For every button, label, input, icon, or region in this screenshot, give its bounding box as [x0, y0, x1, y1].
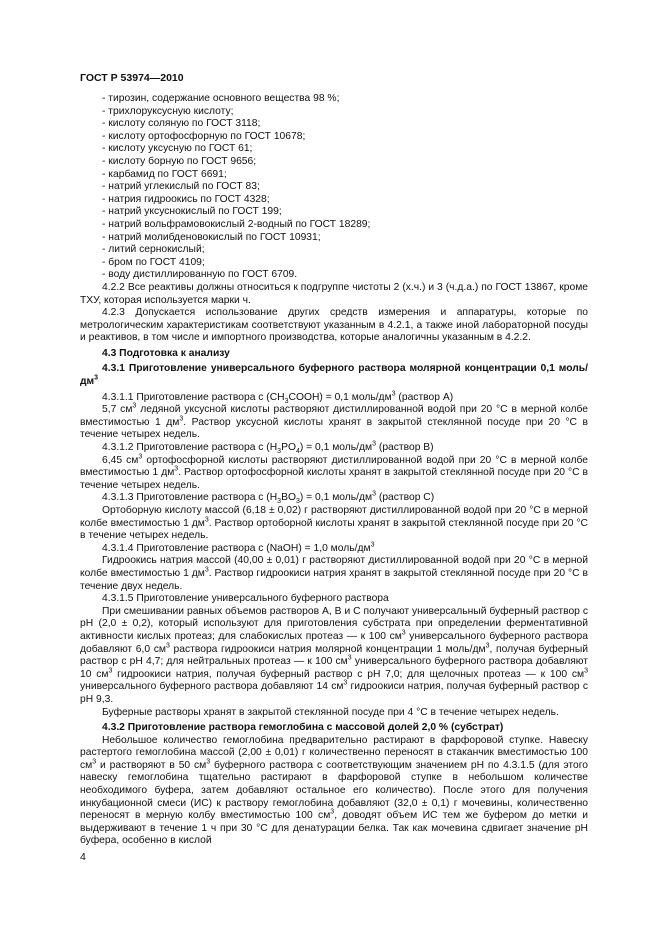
paragraph-4-3-1-2: 6,45 $см^3$ ортофосфорной кислоты растворяют дистиллированной водой при 20 °С в мерной колбе вместимостью 1 $дм^3$. Раствор ортофосфорной кислоты хранят в закрытой стеклянной посуде при 20 °С в течение четырех недель.: [80, 453, 588, 491]
paragraph-4-3-1-1: 5,7 $см^3$ ледяной уксусной кислоты растворяют дистиллированной водой при 20 °С в мерной колбе вместимостью 1 $дм^3$. Раствор уксусной кислоты хранят в закрытой стеклянной посуде при 20 °С в течение четырех недель.: [80, 402, 588, 441]
subsection-heading-4-3-2: 4.3.2 Приготовление раствора гемоглобина с массовой долей 2,0 % (субстрат): [102, 722, 504, 734]
paragraph-4-3-1-3: Ортоборную кислоту массой (6,18 ± 0,02) г растворяют дистиллированной водой при 20 °С в мерной колбе вместимостью 1 $дм^3$. Раствор ортоборной кислоты хранят в закрытой стеклянной посуде при 20 °С в течение четырех недель.: [80, 505, 588, 542]
list-item: - литий сернокислый;: [102, 244, 205, 256]
list-item: - воду дистиллированную по ГОСТ 6709.: [102, 269, 298, 281]
document-header: ГОСТ Р 53974—2010: [80, 72, 184, 84]
paragraph-4-3-1-5: При смешивании равных объемов растворов А, В и С получают универсальный буферный раствор с рН (2,0 ± 0,2), который используют для приготовления субстрата при определении ферментативной активности кислых протеаз; для слабокислых протеаз — к 100 $см^3$ универсального буферного раствора добавляют 6,0 $см^3$ раствора гидроокиси натрия молярной концентрации 1 моль/$дм^3$, получая буферный раствор с рН 4,7; для нейтральных протеаз — к 100 $см^3$ универсального буферного раствора добавляют 10 $см^3$ гидроокиси натрия, получая буферный раствор с рН 7,0; для щелочных протеаз — к 100 $см^3$ универсального буферного раствора добавляют 14 $см^3$ гидроокиси натрия, получая буферный раствор с рН 9,3.: [80, 605, 589, 705]
paragraph-4-3-1-4: Гидроокись натрия массой (40,00 ± 0,01) г растворяют дистиллированной водой при 20 °С в мерной колбе вместимостью 1 $дм^3$. Раствор гидроокиси натрия хранят в закрытой стеклянной посуде при 20 °С в течение двух недель.: [80, 555, 588, 592]
paragraph-4-3-2: Небольшое количество гемоглобина предварительно растирают в фарфоровой ступке. Навеску растертого гемоглобина массой (2,00 ± 0,01) г количественно переносят в стаканчик вместимостью 100 $см^3$ и растворяют в 50 $см^3$ буферного раствора с соответствующим значением рН по 4.3.1.5 (для этого навеску гемоглобина тщательно растирают в фарфоровой ступке в небольшом количестве необходимого буфера, затем добавляют остальное его количество). После этого для получения инкубационной смеси (ИС) к раствору гемоглобина добавляют (32,0 ± 0,1) г мочевины, количественно переносят в мерную колбу вместимостью 100 $см^3$, доводят объем ИС тем же буфером до метки и выдерживают в течение 1 ч при 30 °С для денатурации белка. Так как мочевина сдвигает значение рН буфера, особенно в кислой: [80, 734, 588, 847]
page-number: 4: [80, 851, 86, 863]
subsection-heading-4-3-1-3: 4.3.1.3 Приготовление раствора с $(H_3BO_3) = 0,1$ моль/$дм^3$ (раствор С): [102, 490, 435, 506]
list-item: - трихлоруксусную кислоту;: [102, 105, 234, 117]
paragraph-4-2-2: 4.2.2 Все реактивы должны относиться к подгруппе чистоты 2 (х.ч.) и 3 (ч.д.а.) по ГОСТ 13867, кроме ТХУ, которая используется марки ч.: [80, 281, 588, 306]
subsection-heading-4-3-1-5: 4.3.1.5 Приготовление универсального буферного раствора: [102, 593, 389, 605]
list-item: - карбамид по ГОСТ 6691;: [102, 168, 227, 180]
subsection-heading-4-3-1: 4.3.1 Приготовление универсального буферного раствора молярной концентрации 0,1 моль/$дм^3$: [80, 363, 588, 388]
paragraph-4-2-3: 4.2.3 Допускается использование других средств измерения и аппаратуры, которые по метрологическим характеристикам соответствуют указанным в 4.2.1, а также иной лабораторной посуды и реактивов, в том числе и импортного производства, которые аналогичны указанным в 4.2.2.: [80, 307, 588, 344]
section-heading-4-3: 4.3 Подготовка к анализу: [102, 347, 230, 359]
subsection-heading-4-3-1-1: 4.3.1.1 Приготовление раствора с $(CH_3COOH) = 0,1$ моль/$дм^3$ (раствор А): [102, 390, 454, 405]
list-item: - натрий углекислый по ГОСТ 83;: [102, 181, 260, 193]
list-item: - натрий молибденовокислый по ГОСТ 10931;: [102, 231, 321, 243]
list-item: - кислоту борную по ГОСТ 9656;: [102, 155, 257, 167]
subsection-heading-4-3-1-2: 4.3.1.2 Приготовление раствора с $(H_3PO_4) = 0,1$ моль/$дм^3$ (раствор В): [102, 440, 434, 456]
list-item: - натрий уксуснокислый по ГОСТ 199;: [102, 206, 282, 218]
list-item: - натрия гидроокись по ГОСТ 4328;: [102, 193, 270, 205]
reagent-list: [80, 93, 588, 282]
paragraph-buffer-storage: Буферные растворы хранят в закрытой стеклянной посуде при 4 °С в течение четырех недель.: [102, 706, 559, 718]
list-item: - натрий вольфрамовокислый 2-водный по ГОСТ 18289;: [102, 218, 371, 230]
list-item: - кислоту уксусную по ГОСТ 61;: [102, 143, 253, 155]
list-item: - тирозин, содержание основного вещества 98 %;: [102, 93, 340, 104]
list-item: - кислоту ортофосфорную по ГОСТ 10678;: [102, 130, 306, 142]
page-content: [80, 93, 588, 848]
list-item: - бром по ГОСТ 4109;: [102, 256, 205, 268]
subsection-heading-4-3-1-4: 4.3.1.4 Приготовление раствора с (NaOH) = 1,0 моль/$дм^3$: [102, 541, 375, 554]
list-item: - кислоту соляную по ГОСТ 3118;: [102, 118, 261, 130]
